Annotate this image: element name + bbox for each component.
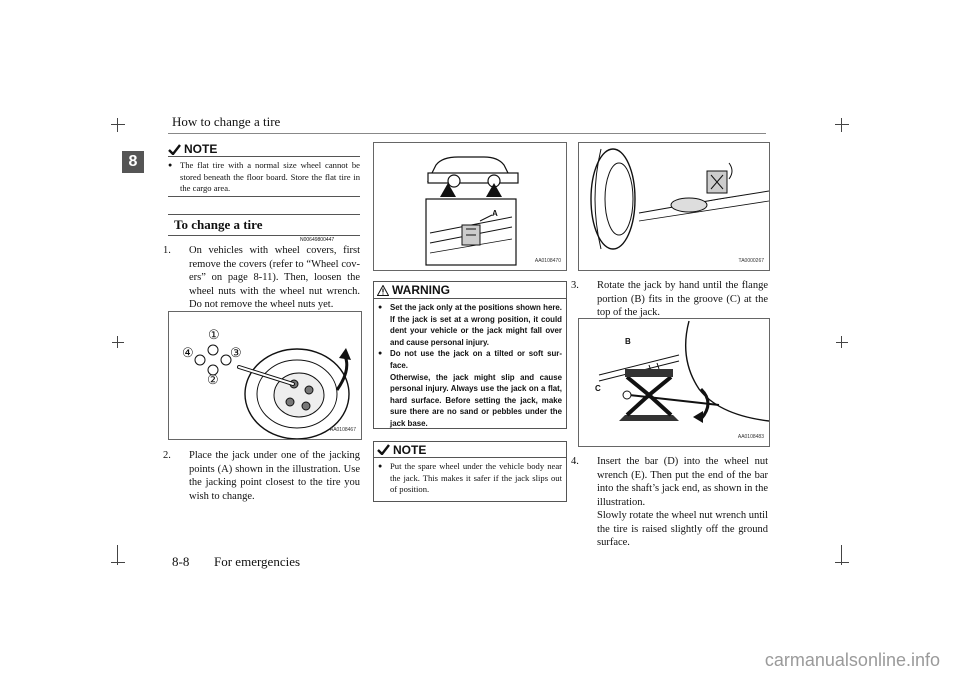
- figure-id: TA0000267: [738, 258, 764, 264]
- note-label-text: NOTE: [184, 142, 218, 156]
- figure-jacking-points: [373, 142, 567, 271]
- crop-mark: [111, 124, 125, 125]
- jack-under-car-illustration: [579, 143, 769, 270]
- figure-id: AA0108467: [329, 427, 356, 433]
- warning-triangle-icon: [377, 285, 389, 296]
- nut-label-4: ④: [182, 345, 194, 360]
- step-4-text: Insert the bar (D) into the wheel nut wrench (E). Then put the end of the bar into the shaft’s jack end, as shown in the illustration.: [597, 456, 768, 508]
- section-title: To change a tire: [174, 217, 263, 232]
- groove-label-c: C: [595, 384, 601, 393]
- figure-id: AA0108483: [737, 434, 764, 440]
- header-rule: [168, 133, 766, 134]
- step-3-text: Rotate the jack by hand until the flange portion (B) fits in the groove (C) at the top of the jack.: [597, 280, 768, 318]
- step-2-text: Place the jack under one of the jacking points (A) shown in the illustration. Use the jacking point closest to the tire you wish to change.: [189, 450, 360, 502]
- nut-label-1: ①: [208, 327, 220, 342]
- step-4-text-2: Slowly rotate the wheel nut wrench until the tire is raised slightly off the ground surface.: [597, 510, 768, 548]
- step-3: 3. Rotate the jack by hand until the flange portion (B) fits in the groove (C) at the top of the jack.: [571, 280, 768, 318]
- section-code: N00649800447: [300, 237, 335, 243]
- check-icon: [168, 144, 181, 155]
- step-1-text: On vehicles with wheel covers, first remove the covers (refer to “Wheel cov-ers” on page 8-11). Then, loosen the wheel nuts with the wheel nut wrench. Do not remove the wheel nuts yet.: [189, 245, 360, 310]
- crop-mark: [835, 124, 849, 125]
- note-box-mid: [373, 441, 567, 502]
- crop-mark: [117, 118, 118, 132]
- note-text: ● The flat tire with a normal size wheel cannot be stored beneath the floor board. Store the flat tire in the cargo area.: [168, 160, 360, 195]
- nut-label-3: ③: [230, 345, 242, 360]
- warning-item-1: ● Set the jack only at the positions shown here. If the jack is set at a wrong position, it could dent your vehicle or the jack might fall over and cause personal injury.: [378, 302, 562, 348]
- note-label: [374, 442, 566, 458]
- step-4: 4. Insert the bar (D) into the wheel nut wrench (E). Then put the end of the bar into the shaft’s jack end, as shown in the illustration. Slowly rotate the wheel nut wrench until the tire is raised slightly off the ground surface.: [571, 456, 768, 548]
- crop-mark: [111, 562, 125, 563]
- wheel-nuts-illustration: [169, 312, 361, 439]
- note-text: ● Put the spare wheel under the vehicle body near the jack. This makes it safer if the jack slips out of position.: [378, 461, 562, 496]
- crop-mark: [835, 562, 849, 563]
- crop-mark: [841, 336, 842, 348]
- note-box-top: [168, 142, 360, 197]
- figure-wheel-nuts: [168, 311, 362, 440]
- figure-id: AA0108470: [534, 258, 561, 264]
- warning-box: [373, 281, 567, 429]
- warning-item-2: ● Do not use the jack on a tilted or soft sur-face.: [378, 348, 562, 371]
- page-header-title: How to change a tire: [172, 114, 281, 129]
- figure-jack-closeup: [578, 318, 770, 447]
- warning-item-2-detail: Otherwise, the jack might slip and cause personal injury. Always use the jack on a flat, hard surface. Before setting the jack, make sure there are no sand or pebbles under the jack base.: [390, 372, 562, 428]
- figure-jack-under-car: [578, 142, 770, 271]
- watermark: carmanualsonline.info: [764, 650, 940, 670]
- warning-label: [374, 282, 566, 299]
- page-number: 8-8: [172, 554, 190, 569]
- nut-label-2: ②: [207, 372, 219, 387]
- crop-mark: [836, 342, 848, 343]
- crop-mark: [117, 336, 118, 348]
- chapter-tab: 8: [122, 151, 144, 173]
- section-heading: [168, 214, 360, 236]
- car-jack-illustration: [374, 143, 566, 270]
- crop-mark: [841, 118, 842, 132]
- note-label: [168, 142, 360, 157]
- jacking-point-label-a: A: [492, 209, 498, 218]
- check-icon: [377, 444, 390, 455]
- note-label-text: NOTE: [393, 442, 427, 457]
- crop-mark: [112, 342, 124, 343]
- footer-section: For emergencies: [214, 554, 301, 569]
- step-2: 2. Place the jack under one of the jacking points (A) shown in the illustration. Use the jacking point closest to the tire you wish to change.: [163, 450, 360, 502]
- step-1: 1. On vehicles with wheel covers, first remove the covers (refer to “Wheel cov-ers” on page 8-11). Then, loosen the wheel nuts with the wheel nut wrench. Do not remove the wheel nuts yet.: [163, 245, 360, 310]
- warning-label-text: WARNING: [392, 283, 450, 297]
- jack-closeup-illustration: [579, 319, 769, 446]
- flange-label-b: B: [625, 337, 631, 346]
